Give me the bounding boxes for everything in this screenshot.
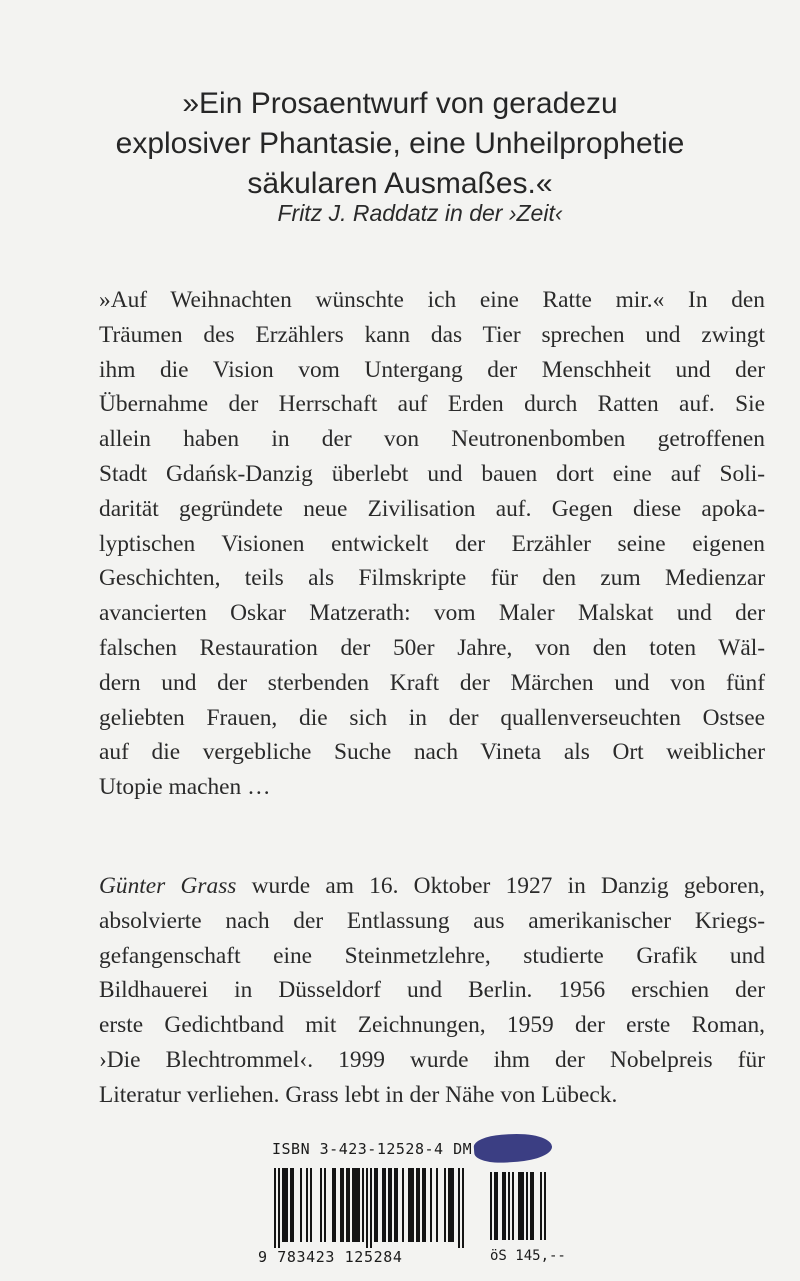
synopsis-line: darität gegründete neue Zivilisation auf. Gegen diese apoka- [99, 495, 765, 522]
addon-bar [496, 1172, 498, 1240]
barcode-bar [278, 1168, 280, 1248]
barcode-bar [424, 1168, 426, 1242]
bio-line: ›Die Blechtrommel‹. 1999 wurde ihm der Nobelpreis für [99, 1046, 765, 1073]
author-name: Günter Grass [99, 873, 237, 899]
barcode-bar [310, 1168, 312, 1242]
barcode-bar [292, 1168, 294, 1242]
barcode-bar [342, 1168, 344, 1242]
barcode-bar [416, 1168, 418, 1242]
barcode-bar [282, 1168, 284, 1242]
addon-bar [530, 1172, 532, 1240]
barcode-bar [402, 1168, 404, 1242]
synopsis-line: ihm die Vision vom Untergang der Menschheit und der [99, 356, 765, 383]
barcode-bar [352, 1168, 354, 1242]
barcode-bar [340, 1168, 342, 1242]
barcode-bar [430, 1168, 432, 1242]
ean-barcode [274, 1168, 480, 1248]
synopsis-line: Übernahme der Herrschaft auf Erden durch Ratten auf. Sie [99, 391, 765, 418]
barcode-bar [408, 1168, 410, 1242]
synopsis-line: »Auf Weihnachten wünschte ich eine Ratte mir.« In den [99, 287, 765, 313]
barcode-bar [324, 1168, 326, 1242]
barcode-block [258, 1134, 570, 1281]
barcode-bar [422, 1168, 424, 1242]
barcode-bar [348, 1168, 350, 1242]
bio-line: absolvierte nach der Entlassung aus amerikanischer Kriegs- [99, 907, 765, 934]
barcode-bar [450, 1168, 452, 1242]
barcode-bar [462, 1168, 464, 1248]
bio-line-text: wurde am 16. Oktober 1927 in Danzig geboren, [236, 873, 766, 899]
barcode-bar [290, 1168, 292, 1242]
barcode-bar [448, 1168, 450, 1242]
barcode-bar [384, 1168, 386, 1242]
quote-attribution: Fritz J. Raddatz in der ›Zeit‹ [277, 200, 563, 226]
barcode-bar [284, 1168, 286, 1242]
synopsis-line: auf die vergebliche Suche nach Vineta als Ort weiblicher [99, 739, 765, 766]
barcode-bar [362, 1168, 364, 1242]
synopsis-line: falschen Restauration der 50er Jahre, von den toten Wäl- [99, 634, 765, 661]
synopsis-line: allein haben in der von Neutronenbomben getroffenen [99, 426, 765, 453]
synopsis-line: Träumen des Erzählers kann das Tier sprechen und zwingt [99, 321, 765, 348]
ean-digits: 9 783423 125284 [258, 1248, 403, 1266]
addon-bar [512, 1172, 514, 1240]
barcode-bar [444, 1168, 446, 1242]
barcode-bar [394, 1168, 396, 1242]
quote-line: explosiver Phantasie, eine Unheilprophetie [115, 127, 685, 160]
barcode-bar [390, 1168, 392, 1242]
bio-line: erste Gedichtband mit Zeichnungen, 1959 der erste Roman, [99, 1012, 765, 1039]
barcode-bar [332, 1168, 334, 1242]
author-bio [99, 869, 765, 1113]
barcode-bar [334, 1168, 336, 1242]
barcode-bar [274, 1168, 276, 1248]
addon-bar [502, 1172, 504, 1240]
barcode-bar [376, 1168, 378, 1242]
isbn-text: ISBN 3-423-12528-4 [272, 1140, 444, 1158]
addon-bar [518, 1172, 520, 1240]
barcode-bar [366, 1168, 368, 1248]
barcode-bar [370, 1168, 372, 1248]
barcode-bar [452, 1168, 454, 1242]
bio-line: gefangenschaft eine Steinmetzlehre, studierte Grafik und [99, 942, 765, 969]
barcode-bar [388, 1168, 390, 1242]
addon-bar [520, 1172, 522, 1240]
price-sticker [473, 1131, 553, 1164]
barcode-bar [356, 1168, 358, 1242]
synopsis-line: Geschichten, teils als Filmskripte für den zum Medienzar [99, 565, 765, 592]
austrian-price: öS 145,-- [490, 1248, 566, 1264]
barcode-bar [286, 1168, 288, 1242]
barcode-bar [374, 1168, 376, 1242]
synopsis-line: dern und der sterbenden Kraft der Märchen und von fünf [99, 669, 765, 696]
bio-line: Literatur verliehen. Grass lebt in der Nähe von Lübeck. [99, 1081, 618, 1108]
addon-bar [508, 1172, 510, 1240]
barcode-bar [358, 1168, 360, 1242]
barcode-bar [346, 1168, 348, 1242]
synopsis-line: lyptischen Visionen entwickelt der Erzähler seine eigenen [99, 530, 765, 557]
bio-line [99, 869, 765, 904]
barcode-bar [412, 1168, 414, 1242]
addon-bar [532, 1172, 534, 1240]
addon-bar [522, 1172, 524, 1240]
addon-bar [504, 1172, 506, 1240]
addon-bar [544, 1172, 546, 1240]
barcode-bar [458, 1168, 460, 1248]
synopsis-line: geliebten Frauen, die sich in der quallenverseuchten Ostsee [99, 704, 765, 731]
synopsis-line: avancierten Oskar Matzerath: vom Maler Malskat und der [99, 600, 765, 627]
addon-bar [526, 1172, 528, 1240]
barcode-bar [436, 1168, 438, 1242]
addon-barcode [490, 1168, 546, 1240]
barcode-bar [354, 1168, 356, 1242]
synopsis-line: Utopie machen … [99, 774, 271, 801]
barcode-bar [382, 1168, 384, 1242]
synopsis [99, 283, 765, 805]
bio-line: Bildhauerei in Düsseldorf und Berlin. 1956 erschien der [99, 977, 765, 1004]
blurb-quote [60, 84, 740, 204]
barcode-bar [306, 1168, 308, 1242]
barcode-bar [396, 1168, 398, 1242]
addon-bar [490, 1172, 492, 1240]
isbn-line [272, 1140, 472, 1158]
barcode-bar [418, 1168, 420, 1242]
barcode-bar [300, 1168, 302, 1242]
quote-line: säkularen Ausmaßes.« [247, 167, 553, 200]
barcode-bar [410, 1168, 412, 1242]
addon-bar [494, 1172, 496, 1240]
barcode-bar [320, 1168, 322, 1242]
currency-label: DM [453, 1140, 473, 1158]
quote-line: »Ein Prosaentwurf von geradezu [182, 87, 618, 120]
synopsis-line: Stadt Gdańsk-Danzig überlebt und bauen dort eine auf Soli- [99, 460, 765, 487]
addon-bar [540, 1172, 542, 1240]
